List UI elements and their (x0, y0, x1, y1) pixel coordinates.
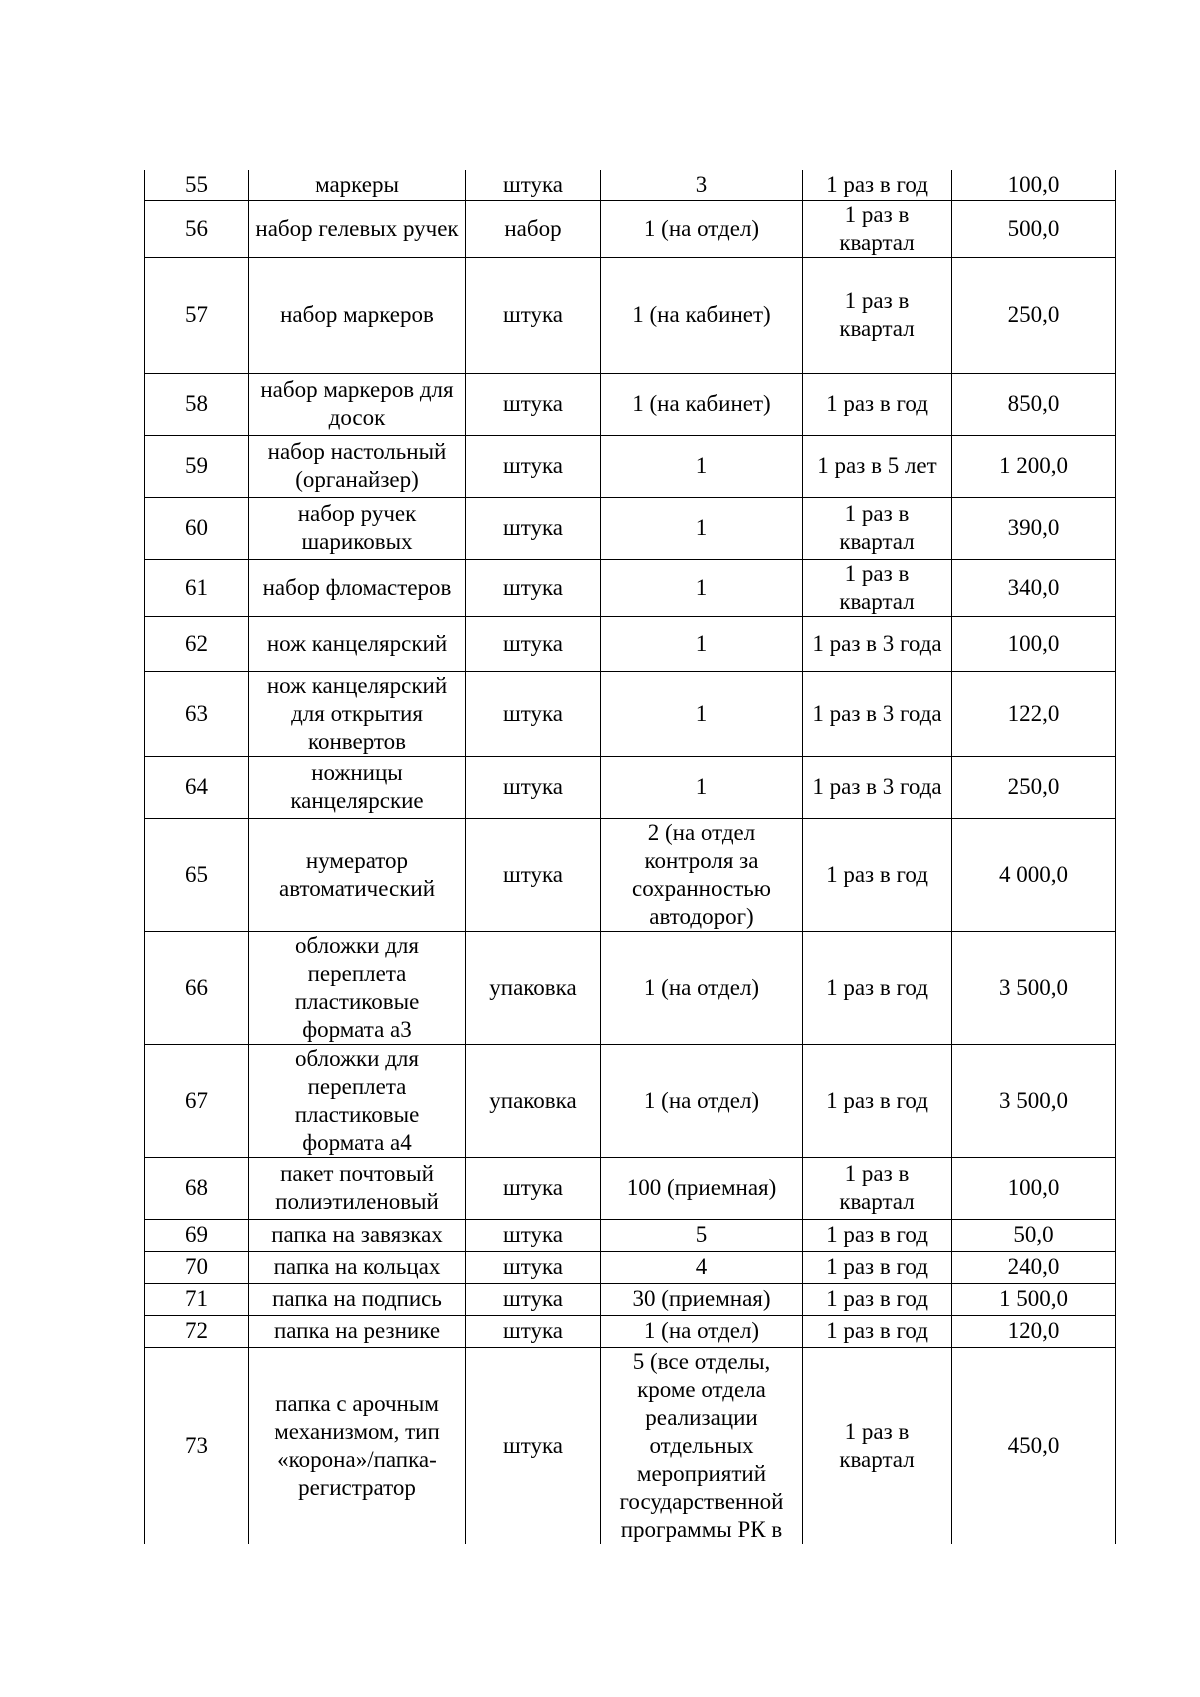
row-number-cell: 66 (145, 931, 249, 1044)
table-row (145, 1044, 1116, 1157)
quantity-cell: 1 (на отдел) (601, 931, 803, 1044)
item-name-cell: нож канцелярский для открытия конвертов (249, 671, 466, 756)
unit-cell: штука (466, 170, 601, 200)
frequency-cell: 1 раз в квартал (803, 1347, 952, 1544)
table-row (145, 818, 1116, 931)
price-cell: 850,0 (952, 373, 1116, 435)
table-row (145, 1219, 1116, 1251)
price-cell: 100,0 (952, 170, 1116, 200)
price-cell: 1 500,0 (952, 1283, 1116, 1315)
frequency-cell: 1 раз в квартал (803, 257, 952, 373)
frequency-cell: 1 раз в квартал (803, 1157, 952, 1219)
quantity-cell: 1 (на отдел) (601, 1044, 803, 1157)
table-row (145, 559, 1116, 616)
quantity-cell: 5 (все отделы, кроме отдела реализации отдельных мероприятий государственной программы РК в (601, 1347, 803, 1544)
row-number-cell: 69 (145, 1219, 249, 1251)
row-number-cell: 59 (145, 435, 249, 497)
price-cell: 120,0 (952, 1315, 1116, 1347)
table-row (145, 616, 1116, 671)
frequency-cell: 1 раз в год (803, 1251, 952, 1283)
frequency-cell: 1 раз в год (803, 1315, 952, 1347)
unit-cell: штука (466, 257, 601, 373)
frequency-cell: 1 раз в год (803, 818, 952, 931)
row-number-cell: 70 (145, 1251, 249, 1283)
row-number-cell: 61 (145, 559, 249, 616)
price-cell: 4 000,0 (952, 818, 1116, 931)
row-number-cell: 55 (145, 170, 249, 200)
price-cell: 450,0 (952, 1347, 1116, 1544)
quantity-cell: 30 (приемная) (601, 1283, 803, 1315)
item-name-cell: набор маркеров для досок (249, 373, 466, 435)
row-number-cell: 65 (145, 818, 249, 931)
table-row (145, 373, 1116, 435)
table-row (145, 200, 1116, 257)
item-name-cell: обложки для переплета пластиковые формата а3 (249, 931, 466, 1044)
table-row (145, 671, 1116, 756)
unit-cell: штука (466, 373, 601, 435)
item-name-cell: набор маркеров (249, 257, 466, 373)
price-cell: 50,0 (952, 1219, 1116, 1251)
frequency-cell: 1 раз в 3 года (803, 616, 952, 671)
item-name-cell: пакет почтовый полиэтиленовый (249, 1157, 466, 1219)
frequency-cell: 1 раз в квартал (803, 559, 952, 616)
row-number-cell: 71 (145, 1283, 249, 1315)
quantity-cell: 1 (601, 435, 803, 497)
unit-cell: штука (466, 756, 601, 818)
frequency-cell: 1 раз в год (803, 931, 952, 1044)
frequency-cell: 1 раз в год (803, 373, 952, 435)
unit-cell: штука (466, 616, 601, 671)
price-cell: 100,0 (952, 616, 1116, 671)
table-row (145, 170, 1116, 200)
unit-cell: штука (466, 1283, 601, 1315)
unit-cell: штука (466, 497, 601, 559)
quantity-cell: 1 (на кабинет) (601, 373, 803, 435)
frequency-cell: 1 раз в квартал (803, 200, 952, 257)
item-name-cell: нумератор автоматический (249, 818, 466, 931)
item-name-cell: набор настольный (органайзер) (249, 435, 466, 497)
quantity-cell: 1 (на отдел) (601, 1315, 803, 1347)
frequency-cell: 1 раз в квартал (803, 497, 952, 559)
frequency-cell: 1 раз в год (803, 1044, 952, 1157)
frequency-cell: 1 раз в 5 лет (803, 435, 952, 497)
price-cell: 122,0 (952, 671, 1116, 756)
quantity-cell: 4 (601, 1251, 803, 1283)
table-row (145, 1315, 1116, 1347)
unit-cell: штука (466, 435, 601, 497)
supply-norms-table (144, 170, 1116, 1544)
quantity-cell: 1 (на кабинет) (601, 257, 803, 373)
quantity-cell: 100 (приемная) (601, 1157, 803, 1219)
item-name-cell: папка на завязках (249, 1219, 466, 1251)
row-number-cell: 64 (145, 756, 249, 818)
item-name-cell: обложки для переплета пластиковые формата а4 (249, 1044, 466, 1157)
unit-cell: штука (466, 559, 601, 616)
item-name-cell: набор фломастеров (249, 559, 466, 616)
table-body (145, 170, 1116, 1544)
quantity-cell: 5 (601, 1219, 803, 1251)
row-number-cell: 72 (145, 1315, 249, 1347)
item-name-cell: папка на кольцах (249, 1251, 466, 1283)
frequency-cell: 1 раз в 3 года (803, 671, 952, 756)
item-name-cell: папка на подпись (249, 1283, 466, 1315)
row-number-cell: 58 (145, 373, 249, 435)
unit-cell: штука (466, 671, 601, 756)
unit-cell: штука (466, 1251, 601, 1283)
price-cell: 250,0 (952, 756, 1116, 818)
item-name-cell: маркеры (249, 170, 466, 200)
price-cell: 340,0 (952, 559, 1116, 616)
table-row (145, 1347, 1116, 1544)
price-cell: 100,0 (952, 1157, 1116, 1219)
quantity-cell: 1 (601, 671, 803, 756)
frequency-cell: 1 раз в год (803, 1219, 952, 1251)
unit-cell: штука (466, 1347, 601, 1544)
price-cell: 390,0 (952, 497, 1116, 559)
table-row (145, 497, 1116, 559)
unit-cell: штука (466, 1315, 601, 1347)
table-row (145, 1157, 1116, 1219)
row-number-cell: 57 (145, 257, 249, 373)
unit-cell: штука (466, 818, 601, 931)
quantity-cell: 1 (на отдел) (601, 200, 803, 257)
unit-cell: набор (466, 200, 601, 257)
item-name-cell: ножницы канцелярские (249, 756, 466, 818)
quantity-cell: 1 (601, 616, 803, 671)
table-row (145, 257, 1116, 373)
row-number-cell: 67 (145, 1044, 249, 1157)
price-cell: 240,0 (952, 1251, 1116, 1283)
row-number-cell: 62 (145, 616, 249, 671)
price-cell: 1 200,0 (952, 435, 1116, 497)
item-name-cell: нож канцелярский (249, 616, 466, 671)
item-name-cell: набор гелевых ручек (249, 200, 466, 257)
price-cell: 3 500,0 (952, 931, 1116, 1044)
table-row (145, 1251, 1116, 1283)
price-cell: 250,0 (952, 257, 1116, 373)
quantity-cell: 1 (601, 497, 803, 559)
frequency-cell: 1 раз в 3 года (803, 756, 952, 818)
unit-cell: упаковка (466, 1044, 601, 1157)
unit-cell: штука (466, 1219, 601, 1251)
frequency-cell: 1 раз в год (803, 170, 952, 200)
row-number-cell: 63 (145, 671, 249, 756)
quantity-cell: 1 (601, 559, 803, 616)
frequency-cell: 1 раз в год (803, 1283, 952, 1315)
row-number-cell: 73 (145, 1347, 249, 1544)
quantity-cell: 2 (на отдел контроля за сохранностью автодорог) (601, 818, 803, 931)
item-name-cell: папка на резнике (249, 1315, 466, 1347)
unit-cell: упаковка (466, 931, 601, 1044)
item-name-cell: папка с арочным механизмом, тип «корона»/папка-регистратор (249, 1347, 466, 1544)
row-number-cell: 60 (145, 497, 249, 559)
table-row (145, 1283, 1116, 1315)
table-row (145, 435, 1116, 497)
unit-cell: штука (466, 1157, 601, 1219)
table-row (145, 931, 1116, 1044)
item-name-cell: набор ручек шариковых (249, 497, 466, 559)
row-number-cell: 68 (145, 1157, 249, 1219)
price-cell: 500,0 (952, 200, 1116, 257)
row-number-cell: 56 (145, 200, 249, 257)
quantity-cell: 3 (601, 170, 803, 200)
quantity-cell: 1 (601, 756, 803, 818)
price-cell: 3 500,0 (952, 1044, 1116, 1157)
table-row (145, 756, 1116, 818)
